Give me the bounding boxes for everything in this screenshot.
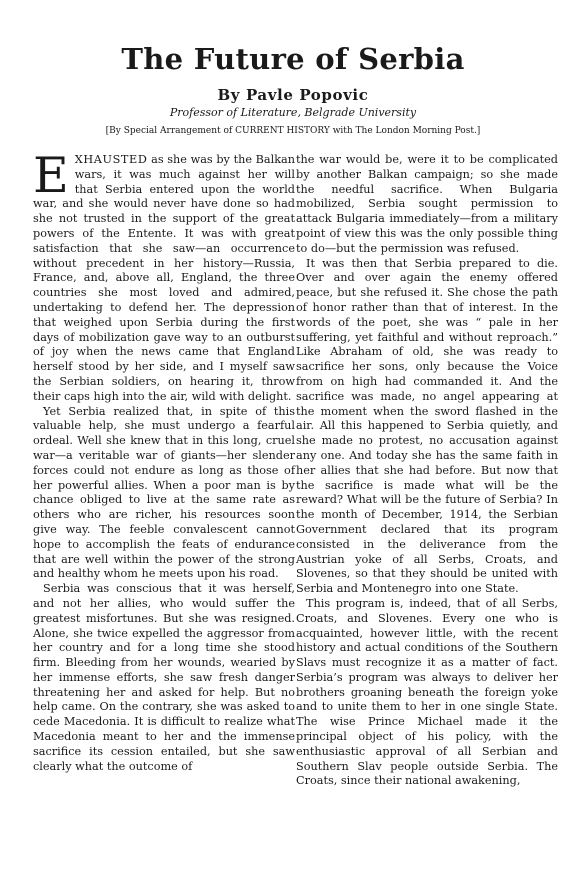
paragraph: This program is, indeed, that of all Serbs, Croats, and Slovenes. Every one who is acquainted, however little, with the recent history and actual conditions of the Southern Slavs must recognize it as a matter of fact. Serbia’s program was always to deliver her brothers groaning beneath the foreign yoke and to unite them to her in one single State. The wise Prince Michael made it the principal object of his policy, with the enthusiastic approval of all Serbian and Southern Slav people outside Serbia. The Croats, since their national awakening, (296, 596, 558, 788)
paragraph (33, 147, 295, 405)
left-column (33, 147, 295, 774)
right-column (296, 153, 558, 789)
paragraph: It was then that Serbia prepared to die. Over and over again the enemy offered peace, but she refused it. She chose the path of honor rather than that of interest. In the words of the poet, she was “ pale in her suffering, yet faithful and without reproach.” Like Abraham of old, she was ready to sacrifice her sons, only because the Voice from on high had commanded it. And the sacrifice was made, no angel appearing at the moment when the sword flashed in the air. All this happened to Serbia quietly, and she made no protest, no accusation against any one. And today she has the same faith in her allies that she had before. But now that the sacrifice is made what will be the reward? What will be the future of Serbia? In the month of December, 1914, the Serbian Government declared that its program consisted in the deliverance from the Austrian yoke of all Serbs, Croats, and Slovenes, so that they should be united with Serbia and Montenegro into one State. (296, 256, 558, 596)
drop-cap: E (33, 147, 69, 204)
paragraph: the war would be, were it to be complicated by another Balkan campaign; so she made the needful sacrifice. When Bulgaria mobilized, Serbia sought permission to attack Bulgaria immediately—from a military point of view this was the only possible thing to do—but the permission was refused. (296, 153, 558, 255)
paragraph: Serbia was conscious that it was herself, and not her allies, who would suffer the greatest misfortunes. But she was resigned. Alone, she twice expelled the aggressor from her country and for a long time she stood firm. Bleeding from her wounds, wearied by her immense efforts, she saw fresh danger threatening her and asked for help. But no help came. On the contrary, she was asked to cede Macedonia. It is difficult to realize what Macedonia meant to her and the immense sacrifice its cession entailed, but she saw clearly what the outcome of (33, 582, 295, 773)
source-credit: [By Special Arrangement of CURRENT HISTORY with The London Morning Post.] (105, 126, 481, 136)
paragraph-text: as she was by the Balkan wars, it was much against her will that Serbia entered upon the world war, and she would never have done so had she not trusted in the support of the great powers of the Entente. It was with great satisfaction that she saw—an occurrence without precedent in her history—Russia, France, and, above all, England, the three countries she most loved and admired, undertaking to defend her. The depression that weighed upon Serbia during the first days of mobilization gave way to an outburst of joy when the news came that England herself stood by her side, and I myself saw the Serbian soldiers, on hearing it, throw their caps high into the air, wild with delight. (33, 153, 295, 403)
lead-caps: XHAUSTED (74, 153, 148, 166)
author-byline: By Pavle Popovic (217, 86, 369, 104)
author-affiliation: Professor of Literature, Belgrade University (169, 106, 417, 119)
article-title: The Future of Serbia (121, 42, 465, 76)
paragraph: Yet Serbia realized that, in spite of this valuable help, she must undergo a fearful ordeal. Well she knew that in this long, cruel war—a veritable war of giants—her slender forces could not endure as long as those of her powerful allies. When a poor man is by chance obliged to live at the same rate as others who are richer, his resources soon give way. The feeble convalescent cannot hope to accomplish the feats of endurance that are well within the power of the strong and healthy whom he meets upon his road. (33, 404, 295, 581)
